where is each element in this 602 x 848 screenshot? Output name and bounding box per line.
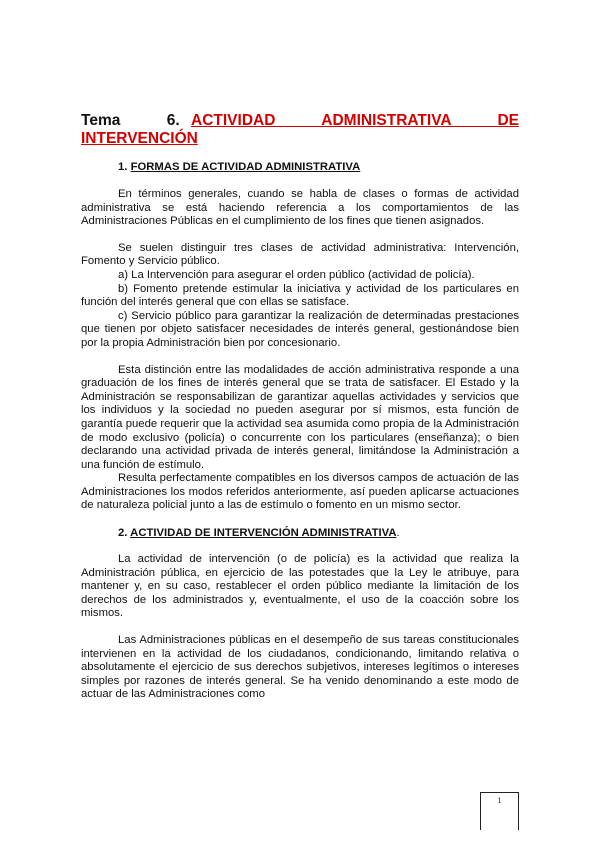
paragraph: Las Administraciones públicas en el desempeño de sus tareas constitucionales intervienen en la actividad de los ciudadanos, condicionando, limitando relativa o absolutamente el ejercicio de sus derechos subjetivos, intereses legítimos o intereses simples por razones de interés general. Se ha venido denominando a este modo de actuar de las Administraciones como [81,634,519,701]
section-1-heading [118,160,519,174]
paragraph: La actividad de intervención (o de policía) es la actividad que realiza la Administración pública, en ejercicio de las potestades que la Ley le atribuye, para mantener y, en su caso, restablecer el orden público mediante la limitación de los derechos de los administrados y, eventualmente, el uso de la coacción sobre los mismos. [81,553,519,620]
paragraph: Esta distinción entre las modalidades de acción administrativa responde a una graduación de los fines de interés general que se trata de satisfacer. El Estado y la Administración se responsabilizan de garantizar aquellas actividades y servicios que los individuos y la sociedad no pueden asegurar por sí mismos, esta función de garantía puede requerir que la actividad sea asumida como propia de la Administración de modo exclusivo (policía) o concurrente con los particulares (enseñanza); o bien declarando una actividad privada de interés general, limitándose la Administración a una función de estímulo. [81,363,519,471]
page-number-box [480,792,519,830]
spacer [81,513,519,526]
paragraph: En términos generales, cuando se habla de clases o formas de actividad administrativa se está haciendo referencia a los comportamientos de las Administraciones Públicas en el cumplimiento de los fines que tienen asignados. [81,188,519,228]
title-prefix: Tema 6. [81,112,180,129]
paragraph: Se suelen distinguir tres clases de actividad administrativa: Intervención, Fomento y Servicio público. [81,241,519,268]
page-title [81,112,519,130]
section-1-number: 1. [118,161,128,173]
paragraph: Resulta perfectamente compatibles en los diversos campos de actuación de las Administraciones los modos referidos anteriormente, así pueden aplicarse actuaciones de naturaleza policial junto a las de estímulo o fomento en un mismo sector. [81,472,519,512]
section-2-title: ACTIVIDAD DE INTERVENCIÓN ADMINISTRATIVA [130,527,397,540]
spacer [81,621,519,634]
section-2-trailing: . [396,527,400,540]
page-title-continued [81,130,519,148]
spacer [81,229,519,242]
section-2-number: 2. [118,527,128,540]
list-item-a: a) La Intervención para asegurar el orden público (actividad de policía). [118,268,475,281]
section-2-heading [118,526,519,540]
title-red-line2: INTERVENCIÓN [81,130,198,147]
title-red-line1: ACTIVIDAD ADMINISTRATIVA DE [191,112,519,129]
document-body [81,112,519,702]
section-1-title: FORMAS DE ACTIVIDAD ADMINISTRATIVA [130,161,361,173]
list-item-b: b) Fomento pretende estimular la iniciativa y actividad de los particulares en función del interés general que con ellas se satisface. [81,282,519,309]
spacer [81,351,519,364]
list-item-c: c) Servicio público para garantizar la realización de determinadas prestaciones que tienen por objeto satisfacer necesidades de interés general, gestionándose bien por la propia Administración bien por concesionario. [81,309,519,349]
page-number: 1 [497,796,502,805]
